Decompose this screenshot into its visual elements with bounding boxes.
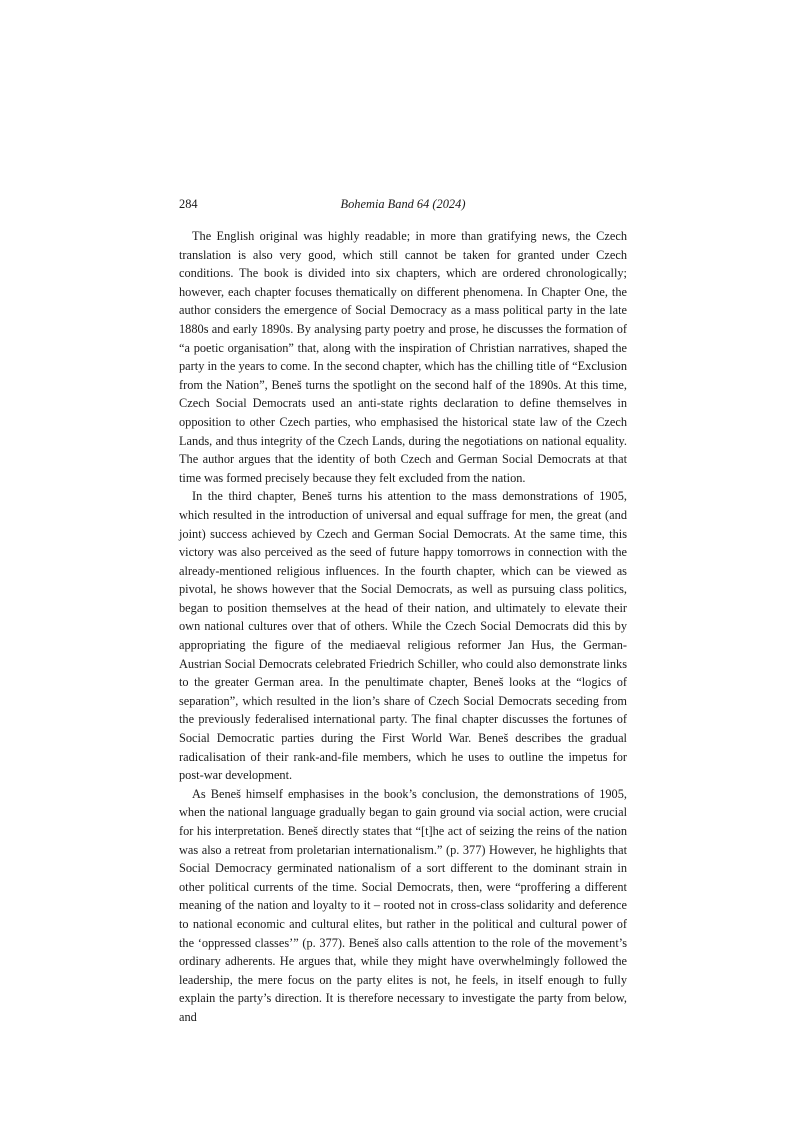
paragraph-2: In the third chapter, Beneš turns his attention to the mass demonstrations of 1905, which resulted in the introduction of universal and equal suffrage for men, the great (and joint) success achieved by Czech and German Social Democrats. At the same time, this victory was also perceived as the seed of future happy tomorrows in connection with the already-mentioned religious influences. In the fourth chapter, which can be viewed as pivotal, he shows however that the Social Democrats, as well as pursuing class politics, began to position themselves at the head of their nation, and ultimately to elevate their own national cultures over that of others. While the Czech Social Democrats did this by appropriating the figure of the mediaeval religious reformer Jan Hus, the German-Austrian Social Democrats celebrated Friedrich Schiller, who could also demonstrate links to the greater German area. In the penultimate chapter, Beneš looks at the “logics of separation”, which resulted in the lion’s share of Czech Social Democrats seceding from the previously federalised international party. The final chapter discusses the fortunes of Social Democratic parties during the First World War. Beneš describes the gradual radicalisation of their rank-and-file members, which he uses to outline the impetus for post-war development. (179, 489, 627, 783)
journal-title: Bohemia Band 64 (2024) (340, 197, 466, 211)
running-head (179, 194, 627, 214)
page-number: 284 (179, 197, 198, 211)
paragraph-3: As Beneš himself emphasises in the book’s conclusion, the demonstrations of 1905, when the national language gradually began to gain ground via social action, were crucial for his interpretation. Beneš directly states that “[t]he act of seizing the reins of the nation was also a retreat from proletarian internationalism.” (p. 377) However, he highlights that Social Democracy germinated nationalism of a sort different to the dominant strain in other political currents of the time. Social Democrats, then, were “proffering a different meaning of the nation and loyalty to it – rooted not in cross-class solidarity and deference to national economic and cultural elites, but rather in the political and cultural power of the ‘oppressed classes’” (p. 377). Beneš also calls attention to the role of the movement’s ordinary adherents. He argues that, while they might have overwhelmingly followed the leadership, the mere focus on the party elites is not, he feels, in itself enough to fully explain the party’s direction. It is therefore necessary to investigate the party from below, and (179, 786, 627, 1024)
paragraph-1: The English original was highly readable; in more than gratifying news, the Czech translation is also very good, which still cannot be taken for granted under Czech conditions. The book is divided into six chapters, which are ordered chronologically; however, each chapter focuses thematically on different phenomena. In Chapter One, the author considers the emergence of Social Democracy as a mass political party in the late 1880s and early 1890s. By analysing party poetry and prose, he discusses the formation of “a poetic organisation” that, along with the inspiration of Christian narratives, shaped the party in the years to come. In the second chapter, which has the chilling title of “Exclusion from the Nation”, Beneš turns the spotlight on the second half of the 1890s. At this time, Czech Social Democrats used an anti-state rights declaration to define themselves in opposition to other Czech parties, who emphasised the historical state law of the Czech Lands, and thus integrity of the Czech Lands, during the negotiations on national equality. The author argues that the identity of both Czech and German Social Democrats at that time was formed precisely because they felt excluded from the nation. (179, 229, 627, 485)
body-text (179, 227, 627, 1027)
page (179, 194, 627, 1027)
